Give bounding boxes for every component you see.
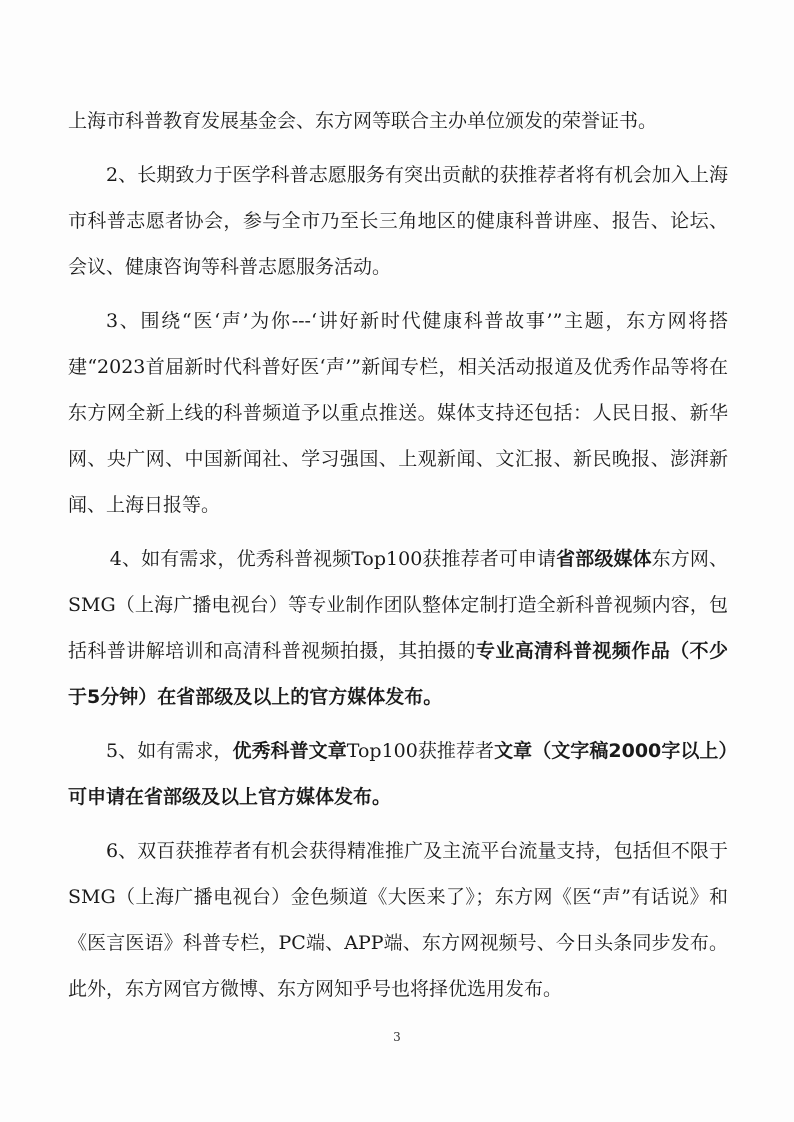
paragraph-continued bbox=[68, 98, 728, 144]
paragraph-text: 5、如有需求， bbox=[106, 740, 233, 762]
document-body bbox=[68, 98, 728, 1012]
bold-text: 省部级媒体 bbox=[556, 548, 652, 570]
paragraph-2 bbox=[68, 152, 728, 290]
bold-text: 文章（文字稿2000字以上）可申请在省部级及以上官方媒体发布。 bbox=[68, 740, 728, 808]
page-number: 3 bbox=[393, 1030, 401, 1044]
paragraph-3 bbox=[68, 298, 728, 528]
paragraph-text: 3、围绕“医‘声’为你---‘讲好新时代健康科普故事’”主题，东方网将搭建“2023首届新时代科普好医‘声’”新闻专栏，相关活动报道及优秀作品等将在东方网全新上线的科普频道予以重点推送。媒体支持还包括：人民日报、新华网、央广网、中国新闻社、学习强国、上观新闻、文汇报、新民晚报、澎湃新闻、上海日报等。 bbox=[68, 310, 728, 516]
paragraph-text: 东方网、SMG（上海广播电视台）等专业制作团队整体定制打造全新科普视频内容，包括科普讲解培训和高清科普视频拍摄，其拍摄的 bbox=[68, 548, 728, 662]
paragraph-4 bbox=[68, 536, 728, 720]
bold-text: 专业高清科普视频作品（不少于5分钟）在省部级及以上的官方媒体发布。 bbox=[68, 640, 728, 708]
paragraph-text: 6、双百获推荐者有机会获得精准推广及主流平台流量支持，包括但不限于SMG（上海广播电视台）金色频道《大医来了》；东方网《医“声”有话说》和《医言医语》科普专栏，PC端、APP端、东方网视频号、今日头条同步发布。此外，东方网官方微博、东方网知乎号也将择优选用发布。 bbox=[68, 840, 728, 1000]
paragraph-text: Top100获推荐者 bbox=[346, 740, 495, 762]
bold-text: 优秀科普文章 bbox=[232, 740, 347, 762]
paragraph-text: 4、如有需求，优秀科普视频Top100获推荐者可申请 bbox=[109, 548, 557, 570]
paragraph-text: 上海市科普教育发展基金会、东方网等联合主办单位颁发的荣誉证书。 bbox=[68, 110, 658, 132]
paragraph-text: 2、长期致力于医学科普志愿服务有突出贡献的获推荐者将有机会加入上海市科普志愿者协会，参与全市乃至长三角地区的健康科普讲座、报告、论坛、会议、健康咨询等科普志愿服务活动。 bbox=[68, 164, 728, 278]
paragraph-5 bbox=[68, 728, 728, 820]
paragraph-6 bbox=[68, 828, 728, 1012]
